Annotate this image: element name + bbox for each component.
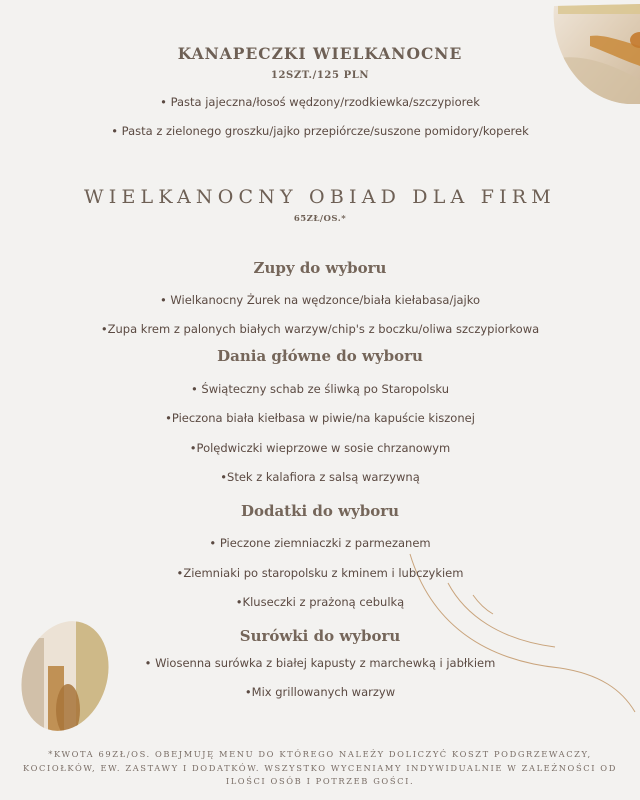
menu-item: • Wielkanocny Żurek na wędzonce/biała kiełabasa/jajko [159, 293, 481, 307]
canapes-item: • Pasta jajeczna/łosoś wędzony/rzodkiewka/szczypiorek [160, 95, 480, 109]
footnote: *KWOTA 69ZŁ/OS. OBEJMUJĘ MENU DO KTÓREGO NALEŻY DOLICZYĆ KOSZT PODGRZEWACZY, KOCIOŁKÓW, EW. ZASTAWY I DODATKÓW. WSZYSTKO WYCENIAMY INDYWIDUALNIE W ZALEŻNOŚCI OD ILOŚCI OSÓB I POTRZEB GOŚCI. [23, 749, 617, 786]
section-heading-mains: Dania główne do wyboru [217, 347, 423, 365]
menu-item: •Stek z kalafiora z salsą warzywną [220, 470, 420, 484]
menu-item: •Polędwiczki wieprzowe w sosie chrzanowym [189, 441, 451, 455]
menu-item: •Mix grillowanych warzyw [244, 685, 396, 699]
section-heading-soups: Zupy do wyboru [253, 259, 387, 277]
section-heading-salads: Surówki do wyboru [239, 627, 401, 645]
menu-item: • Pieczone ziemniaczki z parmezanem [209, 536, 431, 550]
canapes-title: KANAPECZKI WIELKANOCNE [177, 44, 463, 63]
canapes-item: • Pasta z zielonego groszku/jajko przepiórcze/suszone pomidory/koperek [111, 124, 529, 138]
menu-item: •Ziemniaki po staropolsku z kminem i lubczykiem [176, 566, 464, 580]
lunch-title: WIELKANOCNY OBIAD DLA FIRM [84, 186, 556, 208]
menu-item: • Wiosenna surówka z białej kapusty z marchewką i jabłkiem [144, 656, 496, 670]
section-heading-sides: Dodatki do wyboru [240, 502, 400, 520]
canapes-price: 12SZT./125 PLN [270, 70, 370, 81]
menu-item: •Zupa krem z palonych białych warzyw/chip's z boczku/oliwa szczypiorkowa [100, 322, 540, 336]
menu-item: • Świąteczny schab ze śliwką po Staropolsku [190, 382, 450, 396]
menu-item: •Kluseczki z prażoną cebulką [235, 595, 405, 609]
menu-item: •Pieczona biała kiełbasa w piwie/na kapuście kiszonej [165, 411, 475, 425]
lunch-price: 65ZŁ/OS.* [293, 214, 347, 224]
